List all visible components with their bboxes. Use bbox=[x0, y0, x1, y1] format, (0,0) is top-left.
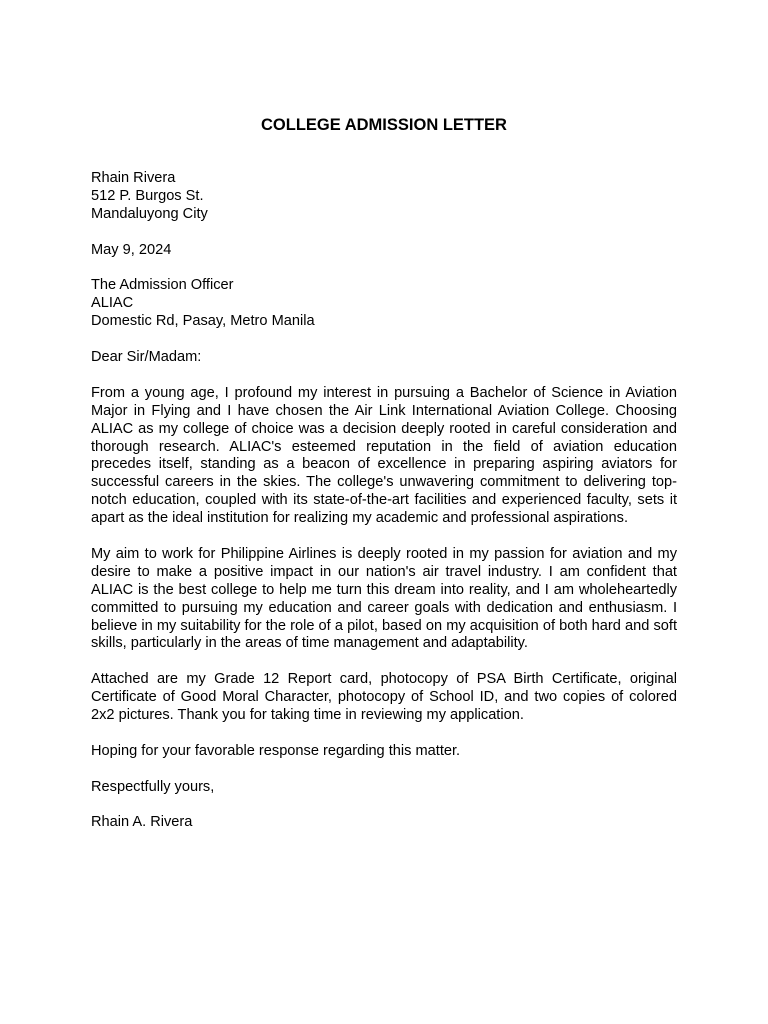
sender-city: Mandaluyong City bbox=[91, 205, 208, 222]
recipient-street: Domestic Rd, Pasay, Metro Manila bbox=[91, 313, 315, 330]
sender-name: Rhain Rivera bbox=[91, 170, 176, 186]
body-paragraph-1: From a young age, I profound my interest in pursuing a Bachelor of Science in Aviation Major in Flying and I have chosen the Air Link International Aviation College. Choosing ALIAC as my college of choice was a decision deeply rooted in careful consideration and thorough research. ALIAC's esteemed reputation in the field of aviation education precedes itself, standing as a beacon of excellence in preparing aspiring aviators for successful careers in the skies. The college's unwavering commitment to delivering top-notch education, coupled with its state-of-the-art facilities and experienced faculty, sets it apart as the ideal institution for realizing my academic and professional aspirations. bbox=[91, 384, 677, 527]
letter-title: COLLEGE ADMISSION LETTER bbox=[261, 116, 507, 134]
closing-line bbox=[91, 743, 677, 761]
salutation bbox=[91, 349, 677, 367]
sender-address bbox=[91, 170, 677, 224]
recipient-institution: ALIAC bbox=[91, 295, 134, 312]
complimentary-close-text: Respectfully yours, bbox=[91, 778, 215, 795]
closing-line-text: Hoping for your favorable response regarding this matter. bbox=[91, 742, 461, 759]
signature-name: Rhain A. Rivera bbox=[91, 814, 193, 831]
body-paragraph-3: Attached are my Grade 12 Report card, photocopy of PSA Birth Certificate, original Certificate of Good Moral Character, photocopy of School ID, and two copies of colored 2x2 pictures. Thank you for taking time in reviewing my application. bbox=[91, 671, 677, 724]
body-paragraph-2: My aim to work for Philippine Airlines is deeply rooted in my passion for aviation and my desire to make a positive impact in our nation's air travel industry. I am confident that ALIAC is the best college to help me turn this dream into reality, and I am wholeheartedly committed to pursuing my education and career goals with dedication and enthusiasm. I believe in my suitability for the role of a pilot, based on my acquisition of both hard and soft skills, particularly in the areas of time management and adaptability. bbox=[91, 545, 677, 652]
recipient-address bbox=[91, 277, 677, 331]
sender-street: 512 P. Burgos St. bbox=[91, 187, 204, 204]
recipient-title: The Admission Officer bbox=[91, 277, 234, 294]
letter-date bbox=[91, 242, 677, 260]
letter-body bbox=[91, 170, 677, 850]
complimentary-close bbox=[91, 779, 677, 797]
date-text: May 9, 2024 bbox=[91, 241, 172, 258]
salutation-text: Dear Sir/Madam: bbox=[91, 349, 202, 366]
signature bbox=[91, 814, 677, 832]
